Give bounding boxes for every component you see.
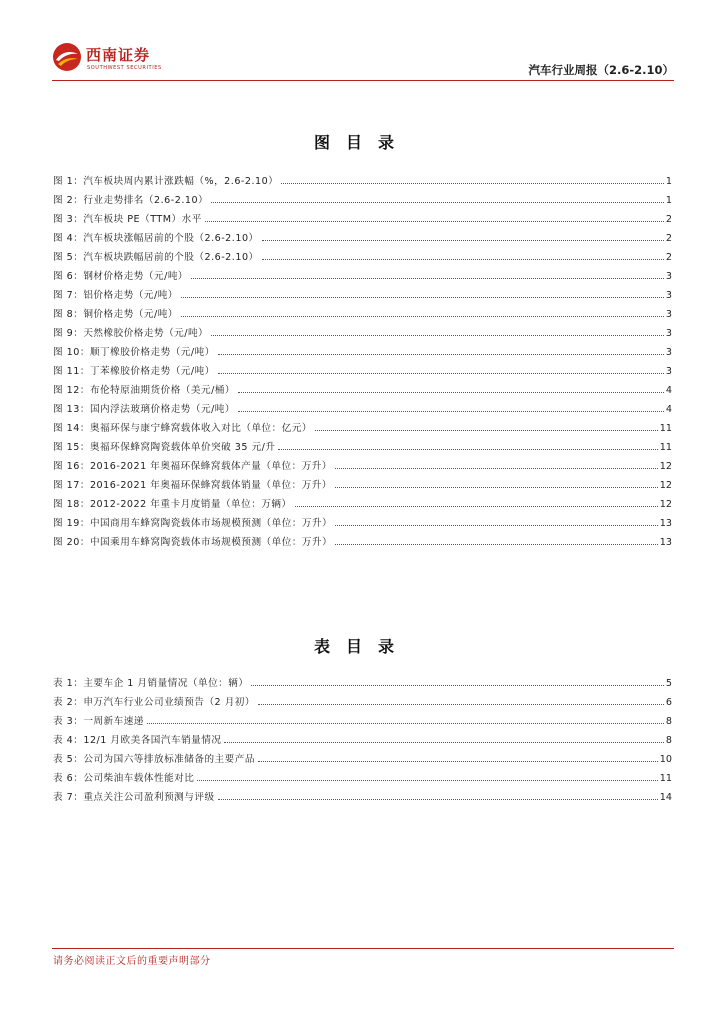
figure-index-entry-label: 图 8：铜价格走势（元/吨）	[53, 309, 178, 320]
dot-leader	[335, 487, 658, 488]
figure-index-entry[interactable]	[53, 472, 672, 491]
figure-index-entry-page-number: 12	[659, 480, 672, 491]
dot-leader	[147, 723, 664, 724]
dot-leader	[335, 468, 658, 469]
figure-index-entry[interactable]	[53, 206, 672, 225]
dot-leader	[238, 411, 664, 412]
dot-leader	[197, 780, 657, 781]
figure-index-entry-label: 图 4：汽车板块涨幅居前的个股（2.6-2.10）	[53, 233, 259, 244]
dot-leader	[181, 297, 664, 298]
dot-leader	[335, 525, 658, 526]
dot-leader	[251, 685, 663, 686]
figure-index-entry-page-number: 3	[665, 271, 672, 282]
figure-index-entry-label: 图 13：国内浮法玻璃价格走势（元/吨）	[53, 404, 235, 415]
report-title: 汽车行业周报（2.6-2.10）	[528, 63, 674, 77]
figure-index-entry[interactable]	[53, 453, 672, 472]
figure-index-entry-page-number: 3	[665, 290, 672, 301]
table-index-entry[interactable]	[53, 708, 672, 727]
figure-index-entry-page-number: 2	[665, 252, 672, 263]
table-index-entry-page-number: 14	[659, 792, 672, 803]
dot-leader	[211, 202, 664, 203]
dot-leader	[205, 221, 664, 222]
table-index-entry-label: 表 6：公司柴油车载体性能对比	[53, 773, 195, 784]
table-index-entry-page-number: 8	[665, 716, 672, 727]
table-index-entry-label: 表 1：主要车企 1 月销量情况（单位：辆）	[53, 678, 249, 689]
figure-index-entry-label: 图 16：2016-2021 年奥福环保蜂窝载体产量（单位：万升）	[53, 461, 332, 472]
table-index-entry-label: 表 3：一周新车速递	[53, 716, 144, 727]
figure-index-entry-label: 图 3：汽车板块 PE（TTM）水平	[53, 214, 202, 225]
dot-leader	[281, 183, 664, 184]
figure-index-entry-page-number: 1	[665, 176, 672, 187]
header-divider	[52, 80, 674, 81]
page-header	[52, 38, 674, 84]
figure-index-entry-page-number: 4	[665, 404, 672, 415]
figure-index-entry-page-number: 11	[659, 442, 672, 453]
dot-leader	[262, 240, 664, 241]
figure-index-entry-label: 图 9：天然橡胶价格走势（元/吨）	[53, 328, 209, 339]
figure-index-entry[interactable]	[53, 491, 672, 510]
table-index-entry[interactable]	[53, 727, 672, 746]
table-index-entry-page-number: 6	[665, 697, 672, 708]
table-index-entry[interactable]	[53, 689, 672, 708]
dot-leader	[258, 704, 664, 705]
figure-index-entry-page-number: 2	[665, 233, 672, 244]
table-index-entry[interactable]	[53, 670, 672, 689]
figure-index-entry[interactable]	[53, 358, 672, 377]
dot-leader	[238, 392, 664, 393]
figure-index-entry[interactable]	[53, 434, 672, 453]
dot-leader	[218, 799, 658, 800]
dot-leader	[181, 316, 664, 317]
table-index-entry-label: 表 2：申万汽车行业公司业绩预告（2 月初）	[53, 697, 255, 708]
figure-index-entry[interactable]	[53, 320, 672, 339]
table-index-entry[interactable]	[53, 746, 672, 765]
figure-index-entry[interactable]	[53, 282, 672, 301]
figure-index-entry[interactable]	[53, 510, 672, 529]
table-index-entry[interactable]	[53, 765, 672, 784]
table-index-entry-page-number: 11	[659, 773, 672, 784]
figure-index-entry-page-number: 11	[659, 423, 672, 434]
table-index-entry-label: 表 5：公司为国六等排放标准储备的主要产品	[53, 754, 255, 765]
figure-index-entry[interactable]	[53, 187, 672, 206]
figure-index-list	[53, 168, 672, 548]
figure-index-entry-label: 图 5：汽车板块跌幅居前的个股（2.6-2.10）	[53, 252, 259, 263]
figure-index-entry-page-number: 1	[665, 195, 672, 206]
dot-leader	[218, 373, 664, 374]
table-index-entry-page-number: 5	[665, 678, 672, 689]
dot-leader	[262, 259, 664, 260]
figure-index-entry-label: 图 7：铝价格走势（元/吨）	[53, 290, 178, 301]
dot-leader	[315, 430, 658, 431]
figure-index-entry-page-number: 12	[659, 499, 672, 510]
figure-index-entry-label: 图 1：汽车板块周内累计涨跌幅（%，2.6-2.10）	[53, 176, 279, 187]
figure-index-entry-page-number: 3	[665, 328, 672, 339]
figure-index-entry[interactable]	[53, 529, 672, 548]
footer-disclaimer: 请务必阅读正文后的重要声明部分	[53, 956, 211, 967]
figure-index-entry-page-number: 13	[659, 537, 672, 548]
figure-index-entry-label: 图 2：行业走势排名（2.6-2.10）	[53, 195, 209, 206]
dot-leader	[211, 335, 664, 336]
brand-logo	[52, 38, 192, 78]
figure-index-entry-page-number: 2	[665, 214, 672, 225]
figure-index-entry[interactable]	[53, 339, 672, 358]
dot-leader	[258, 761, 658, 762]
figure-index-entry-label: 图 12：布伦特原油期货价格（美元/桶）	[53, 385, 235, 396]
table-index-list	[53, 670, 672, 803]
figure-index-entry[interactable]	[53, 301, 672, 320]
figure-index-title: 图目录	[313, 133, 410, 152]
figure-index-entry[interactable]	[53, 396, 672, 415]
table-index-entry[interactable]	[53, 784, 672, 803]
figure-index-entry[interactable]	[53, 244, 672, 263]
figure-index-entry-label: 图 11：丁苯橡胶价格走势（元/吨）	[53, 366, 215, 377]
brand-name-cn: 西南证券	[86, 46, 151, 64]
figure-index-entry-label: 图 20：中国乘用车蜂窝陶瓷载体市场规模预测（单位：万升）	[53, 537, 333, 548]
figure-index-entry-label: 图 10：顺丁橡胶价格走势（元/吨）	[53, 347, 215, 358]
table-index-title: 表目录	[313, 637, 410, 656]
figure-index-entry-label: 图 6：钢材价格走势（元/吨）	[53, 271, 189, 282]
dot-leader	[278, 449, 657, 450]
figure-index-entry-label: 图 14：奥福环保与康宁蜂窝载体收入对比（单位：亿元）	[53, 423, 313, 434]
figure-index-entry-label: 图 18：2012-2022 年重卡月度销量（单位：万辆）	[53, 499, 292, 510]
figure-index-entry-page-number: 13	[659, 518, 672, 529]
dot-leader	[218, 354, 664, 355]
figure-index-entry-label: 图 17：2016-2021 年奥福环保蜂窝载体销量（单位：万升）	[53, 480, 332, 491]
table-index-entry-label: 表 7：重点关注公司盈利预测与评级	[53, 792, 215, 803]
figure-index-entry-label: 图 15：奥福环保蜂窝陶瓷载体单价突破 35 元/升	[53, 442, 276, 453]
figure-index-entry-page-number: 4	[665, 385, 672, 396]
table-index-entry-page-number: 8	[665, 735, 672, 746]
table-index-entry-label: 表 4：12/1 月欧美各国汽车销量情况	[53, 735, 222, 746]
dot-leader	[191, 278, 664, 279]
figure-index-entry-label: 图 19：中国商用车蜂窝陶瓷载体市场规模预测（单位：万升）	[53, 518, 333, 529]
table-index-entry-page-number: 10	[659, 754, 672, 765]
dot-leader	[335, 544, 658, 545]
figure-index-entry-page-number: 12	[659, 461, 672, 472]
figure-index-entry-page-number: 3	[665, 366, 672, 377]
figure-index-entry[interactable]	[53, 225, 672, 244]
southwest-securities-logo-icon	[52, 42, 82, 72]
dot-leader	[224, 742, 663, 743]
brand-name-en: SOUTHWEST SECURITIES	[87, 65, 162, 71]
dot-leader	[295, 506, 658, 507]
figure-index-entry[interactable]	[53, 415, 672, 434]
footer-divider	[52, 948, 674, 949]
figure-index-entry[interactable]	[53, 168, 672, 187]
figure-index-entry-page-number: 3	[665, 347, 672, 358]
figure-index-entry[interactable]	[53, 263, 672, 282]
figure-index-entry-page-number: 3	[665, 309, 672, 320]
figure-index-entry[interactable]	[53, 377, 672, 396]
